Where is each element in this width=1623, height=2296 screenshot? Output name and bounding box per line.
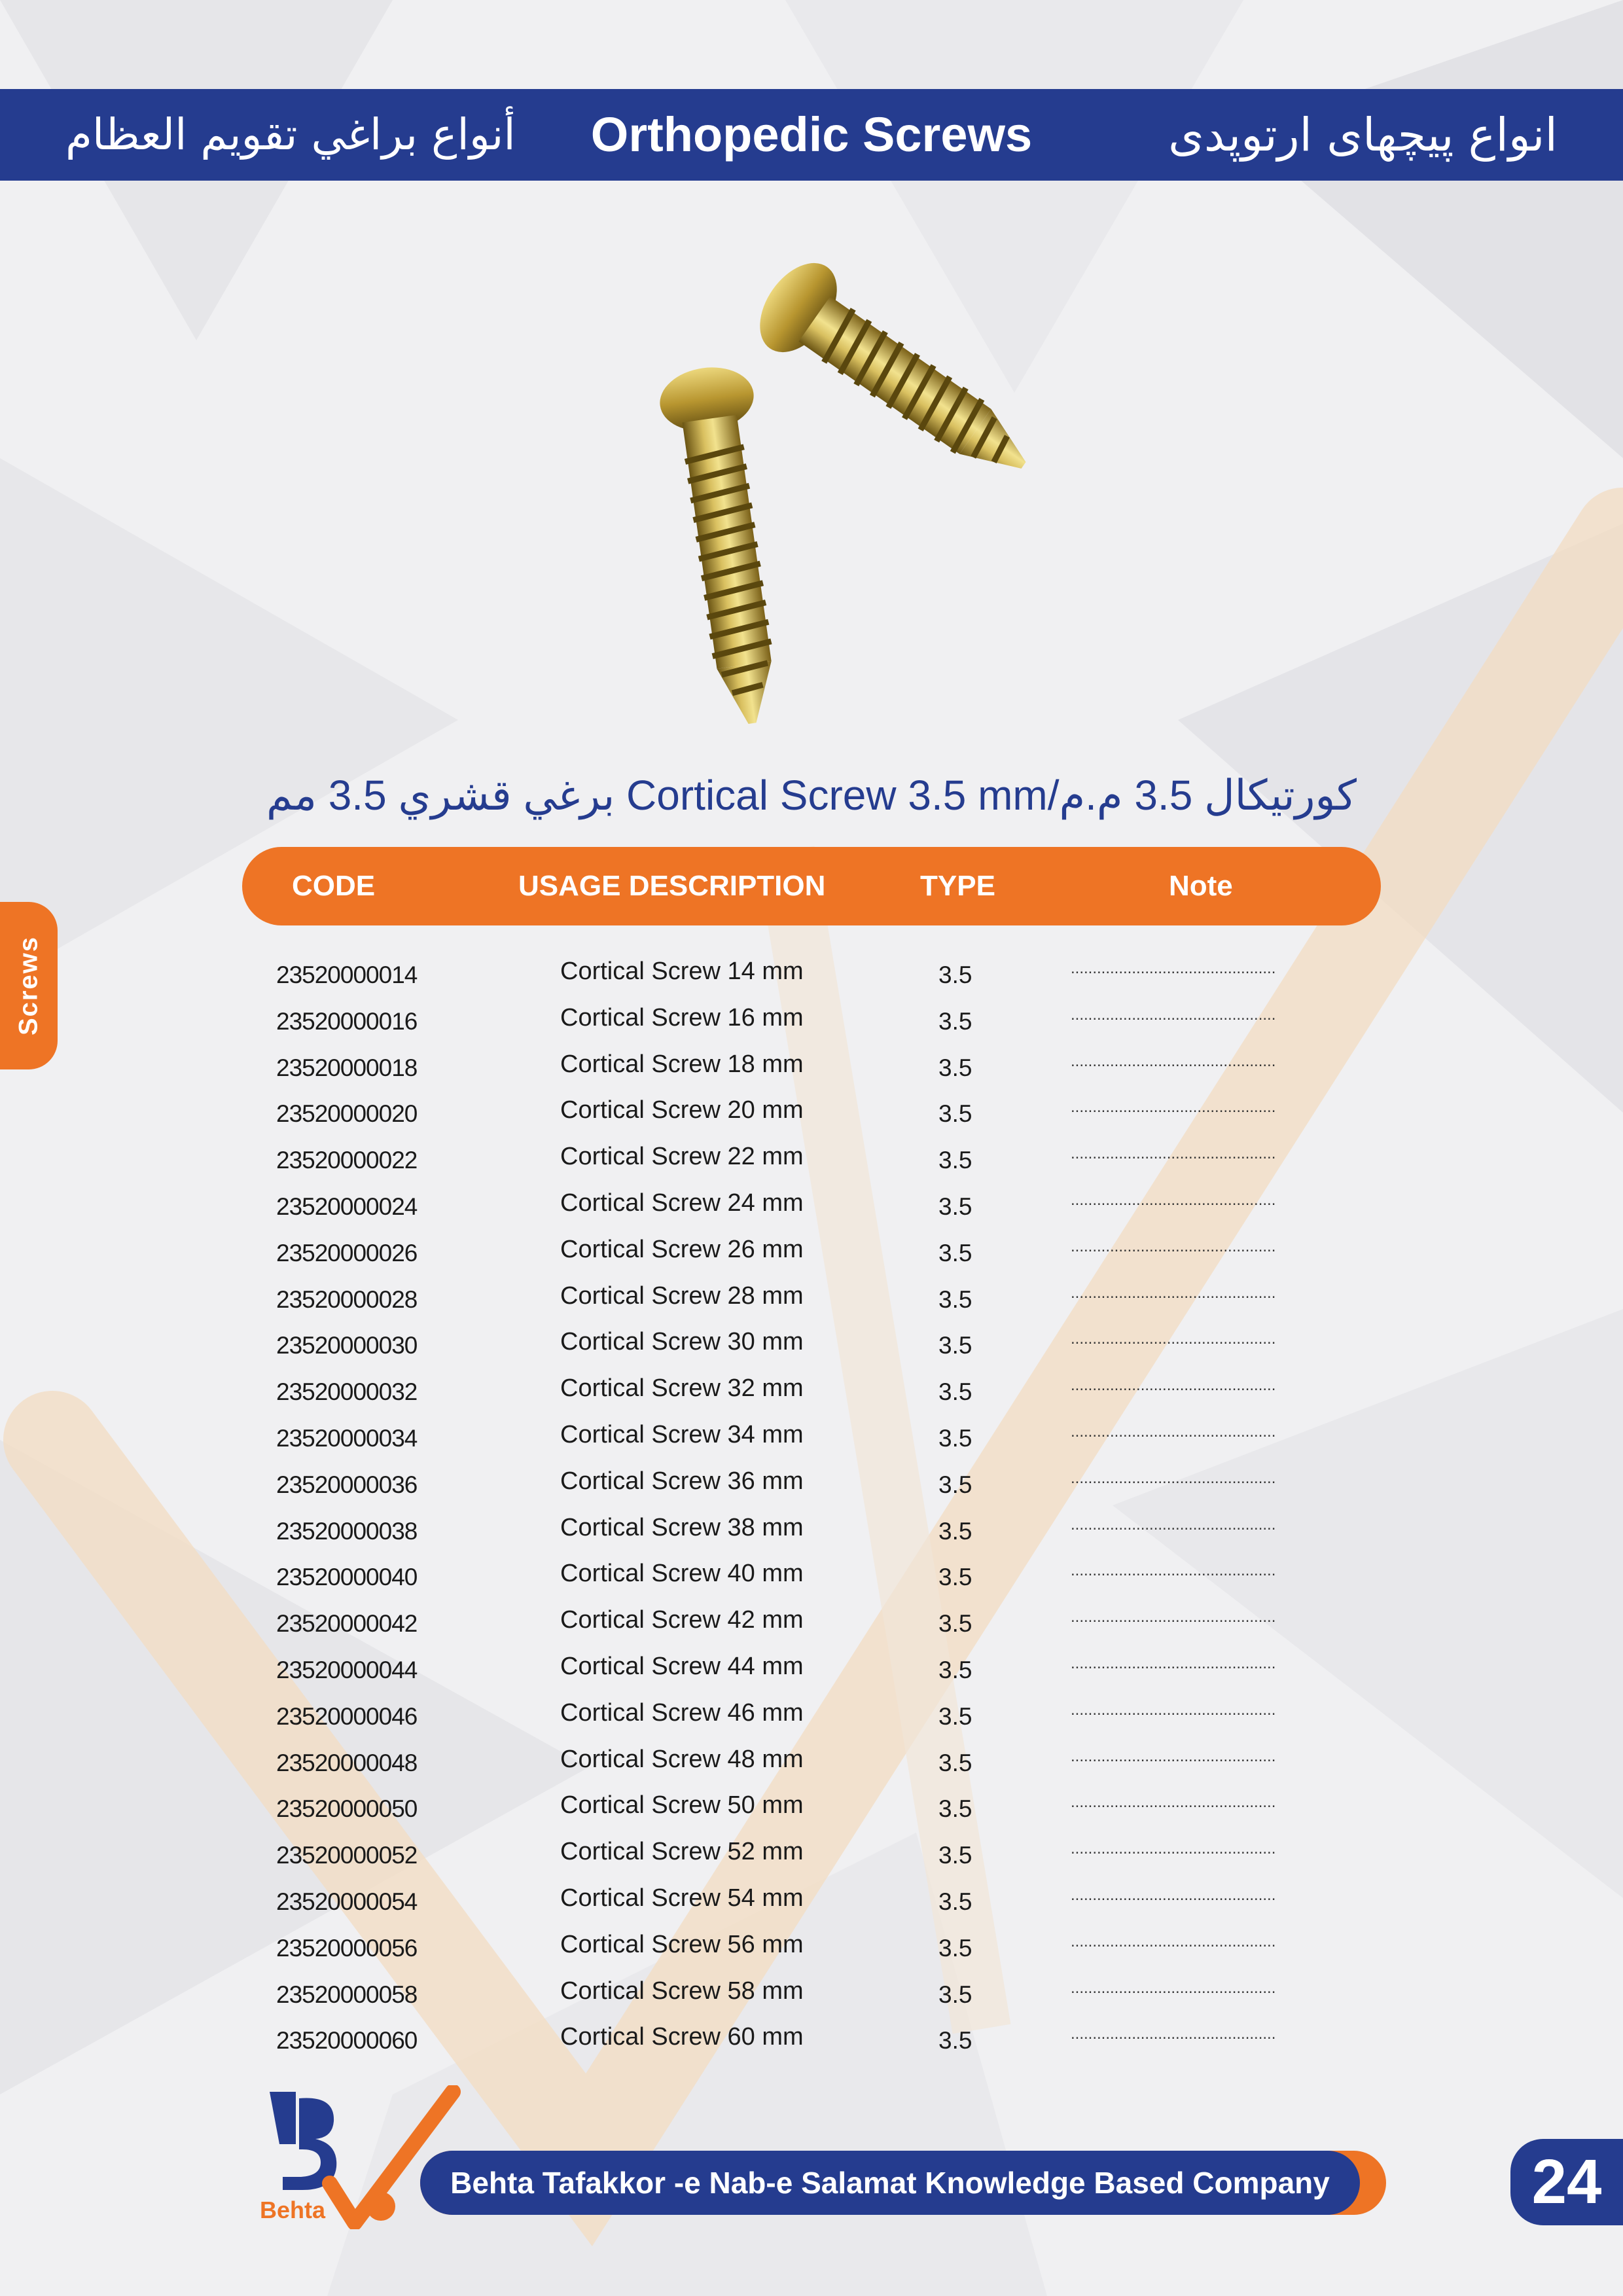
cell-type: 3.5 xyxy=(938,1054,972,1081)
cell-description: Cortical Screw 50 mm xyxy=(560,1791,804,1820)
cell-code: 23520000014 xyxy=(276,961,418,988)
header-title-english: Orthopedic Screws xyxy=(590,107,1033,162)
cell-note: ............................................... xyxy=(1071,1237,1276,1255)
cell-code: 23520000054 xyxy=(276,1888,418,1915)
cell-note: ............................................... xyxy=(1071,1840,1276,1858)
cell-code: 23520000016 xyxy=(276,1007,418,1035)
cell-note: ............................................... xyxy=(1071,1052,1276,1070)
cell-description: Cortical Screw 32 mm xyxy=(560,1374,804,1403)
cell-code: 23520000028 xyxy=(276,1285,418,1313)
column-header-description: USAGE DESCRIPTION xyxy=(518,870,826,902)
cell-note: ............................................... xyxy=(1071,1608,1276,1626)
cell-code: 23520000046 xyxy=(276,1702,418,1730)
cell-description: Cortical Screw 52 mm xyxy=(560,1838,804,1866)
table-row xyxy=(0,1926,1623,1972)
table-row xyxy=(0,1740,1623,1787)
cell-code: 23520000052 xyxy=(276,1842,418,1869)
page-header-band xyxy=(0,89,1623,181)
cell-description: Cortical Screw 14 mm xyxy=(560,958,804,985)
table-row xyxy=(0,2018,1623,2064)
cell-note: ............................................... xyxy=(1071,1747,1276,1765)
cell-note: ............................................... xyxy=(1071,1376,1276,1395)
side-tab-label: Screws xyxy=(14,935,43,1036)
cell-description: Cortical Screw 28 mm xyxy=(560,1282,804,1310)
cell-note: ............................................... xyxy=(1071,1654,1276,1672)
cell-description: Cortical Screw 40 mm xyxy=(560,1560,804,1588)
table-row xyxy=(0,1972,1623,2018)
table-row xyxy=(0,1045,1623,1092)
footer-company-name: Behta Tafakkor -e Nab-e Salamat Knowledge Based Company xyxy=(420,2151,1360,2215)
cell-description: Cortical Screw 58 mm xyxy=(560,1977,804,2005)
column-header-note: Note xyxy=(1169,870,1233,902)
cell-description: Cortical Screw 38 mm xyxy=(560,1513,804,1541)
cell-code: 23520000040 xyxy=(276,1564,418,1591)
table-row xyxy=(0,1416,1623,1462)
table-row xyxy=(0,952,1623,999)
cell-note: ............................................... xyxy=(1071,1098,1276,1117)
table-row xyxy=(0,1879,1623,1926)
column-header-type: TYPE xyxy=(920,870,995,902)
cell-type: 3.5 xyxy=(938,1471,972,1498)
cell-type: 3.5 xyxy=(938,1285,972,1313)
cell-note: ............................................... xyxy=(1071,960,1276,977)
cell-note: ............................................... xyxy=(1071,1886,1276,1904)
cell-type: 3.5 xyxy=(938,1564,972,1591)
cell-description: Cortical Screw 48 mm xyxy=(560,1745,804,1773)
cell-note: ............................................... xyxy=(1071,1330,1276,1348)
cell-code: 23520000032 xyxy=(276,1378,418,1406)
header-title-persian: انواع پیچهای ارتوپدی xyxy=(1168,108,1558,162)
product-title: کورتیکال 3.5 م.م/Cortical Screw 3.5 mm برغي قشري 3.5 مم xyxy=(266,772,1357,819)
cell-type: 3.5 xyxy=(938,1147,972,1174)
page-number: 24 xyxy=(1510,2139,1623,2225)
cell-code: 23520000034 xyxy=(276,1424,418,1452)
cell-description: Cortical Screw 20 mm xyxy=(560,1096,804,1124)
table-row xyxy=(0,1509,1623,1555)
cell-type: 3.5 xyxy=(938,1981,972,2008)
cell-type: 3.5 xyxy=(938,1239,972,1266)
cell-code: 23520000060 xyxy=(276,2027,418,2054)
cell-code: 23520000024 xyxy=(276,1193,418,1220)
table-row xyxy=(0,1230,1623,1277)
table-row xyxy=(0,1369,1623,1416)
table-row xyxy=(0,1277,1623,1323)
cell-type: 3.5 xyxy=(938,1332,972,1359)
table-row xyxy=(0,1462,1623,1509)
cell-code: 23520000026 xyxy=(276,1239,418,1266)
table-row xyxy=(0,1694,1623,1740)
cell-code: 23520000044 xyxy=(276,1656,418,1683)
table-row xyxy=(0,999,1623,1045)
cell-type: 3.5 xyxy=(938,1702,972,1730)
cell-note: ............................................... xyxy=(1071,2025,1276,2043)
cell-type: 3.5 xyxy=(938,1100,972,1128)
cell-description: Cortical Screw 16 mm xyxy=(560,1003,804,1031)
cell-type: 3.5 xyxy=(938,961,972,988)
table-row xyxy=(0,1833,1623,1879)
cell-type: 3.5 xyxy=(938,1424,972,1452)
cell-description: Cortical Screw 26 mm xyxy=(560,1235,804,1263)
cell-note: ............................................... xyxy=(1071,1191,1276,1209)
cell-description: Cortical Screw 34 mm xyxy=(560,1420,804,1448)
cell-note: ............................................... xyxy=(1071,1515,1276,1534)
cell-description: Cortical Screw 36 mm xyxy=(560,1467,804,1495)
cell-description: Cortical Screw 60 mm xyxy=(560,2023,804,2051)
cell-note: ............................................... xyxy=(1071,1145,1276,1163)
cell-note: ............................................... xyxy=(1071,1700,1276,1719)
cell-description: Cortical Screw 22 mm xyxy=(560,1143,804,1171)
cell-description: Cortical Screw 56 mm xyxy=(560,1930,804,1958)
cell-code: 23520000042 xyxy=(276,1610,418,1638)
cell-code: 23520000058 xyxy=(276,1981,418,2008)
cell-type: 3.5 xyxy=(938,1888,972,1915)
cell-type: 3.5 xyxy=(938,1795,972,1823)
cell-type: 3.5 xyxy=(938,1193,972,1220)
cell-code: 23520000056 xyxy=(276,1934,418,1962)
table-row xyxy=(0,1786,1623,1833)
table-row xyxy=(0,1138,1623,1184)
cell-type: 3.5 xyxy=(938,1378,972,1406)
cell-note: ............................................... xyxy=(1071,1932,1276,1950)
cell-code: 23520000020 xyxy=(276,1100,418,1128)
cell-type: 3.5 xyxy=(938,1842,972,1869)
cell-note: ............................................... xyxy=(1071,1979,1276,1997)
cell-code: 23520000050 xyxy=(276,1795,418,1823)
cell-description: Cortical Screw 42 mm xyxy=(560,1606,804,1634)
table-row xyxy=(0,1184,1623,1230)
cell-type: 3.5 xyxy=(938,2027,972,2054)
table-row xyxy=(0,1323,1623,1369)
table-row xyxy=(0,1554,1623,1601)
cell-type: 3.5 xyxy=(938,1656,972,1683)
cell-note: ............................................... xyxy=(1071,1562,1276,1580)
logo-text: Behta xyxy=(259,2197,326,2223)
cell-description: Cortical Screw 46 mm xyxy=(560,1698,804,1727)
cell-type: 3.5 xyxy=(938,1610,972,1638)
cell-code: 23520000036 xyxy=(276,1471,418,1498)
cell-code: 23520000030 xyxy=(276,1332,418,1359)
cell-type: 3.5 xyxy=(938,1934,972,1962)
cell-note: ............................................... xyxy=(1071,1793,1276,1812)
cell-description: Cortical Screw 18 mm xyxy=(560,1050,804,1078)
screws-product-image xyxy=(576,229,1086,740)
cell-code: 23520000048 xyxy=(276,1749,418,1776)
cell-code: 23520000018 xyxy=(276,1054,418,1081)
cell-description: Cortical Screw 44 mm xyxy=(560,1652,804,1680)
cell-code: 23520000022 xyxy=(276,1147,418,1174)
cell-description: Cortical Screw 54 mm xyxy=(560,1884,804,1912)
column-header-code: CODE xyxy=(292,870,376,902)
header-title-arabic: أنواع براغي تقويم العظام xyxy=(65,109,516,160)
cell-description: Cortical Screw 30 mm xyxy=(560,1328,804,1356)
cell-type: 3.5 xyxy=(938,1007,972,1035)
cell-note: ............................................... xyxy=(1071,1469,1276,1487)
table-body xyxy=(0,952,1623,2064)
cell-code: 23520000038 xyxy=(276,1517,418,1545)
cell-description: Cortical Screw 24 mm xyxy=(560,1189,804,1217)
cell-note: ............................................... xyxy=(1071,1422,1276,1441)
cell-note: ............................................... xyxy=(1071,1283,1276,1302)
table-row xyxy=(0,1601,1623,1647)
cell-type: 3.5 xyxy=(938,1517,972,1545)
table-row xyxy=(0,1091,1623,1138)
cell-type: 3.5 xyxy=(938,1749,972,1776)
cell-note: ............................................... xyxy=(1071,1005,1276,1024)
table-header xyxy=(242,847,1381,925)
table-row xyxy=(0,1647,1623,1694)
